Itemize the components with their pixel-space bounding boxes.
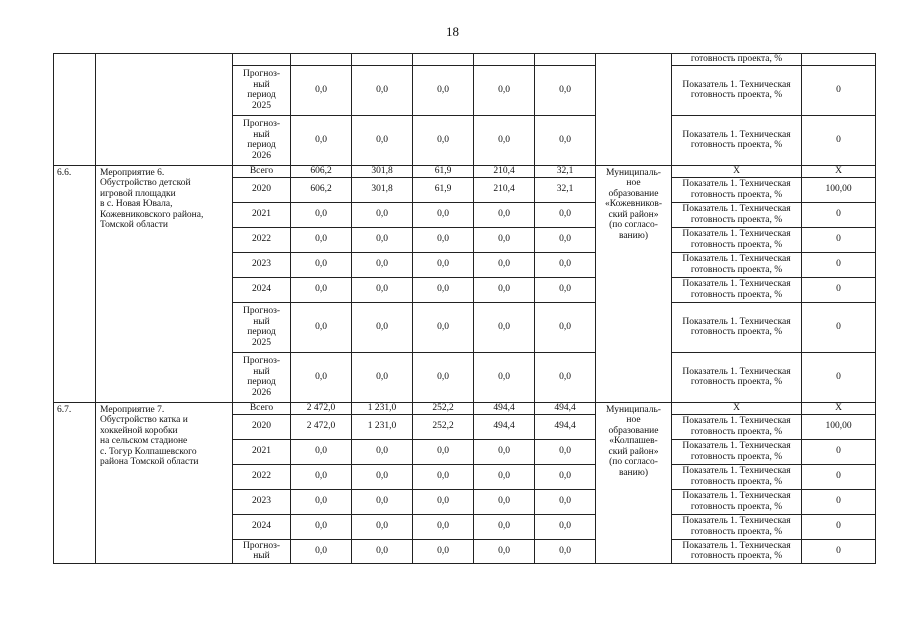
- measure-number: 6.7.: [54, 402, 96, 563]
- value-cell: 0,0: [535, 115, 596, 165]
- period-cell: 2020: [233, 177, 291, 202]
- value-cell: 494,4: [474, 402, 535, 414]
- value-cell: 0,0: [413, 514, 474, 539]
- indicator-cell: Показатель 1. Техническая готовность проекта, %: [672, 277, 802, 302]
- value-cell: 0,0: [474, 252, 535, 277]
- measure-executor: Муниципаль- ное образование «Колпашев- ский район» (по согласо- ванию): [596, 402, 672, 563]
- target-cell: 0: [802, 115, 876, 165]
- value-cell: 0,0: [352, 227, 413, 252]
- value-cell: 210,4: [474, 165, 535, 177]
- period-cell: Всего: [233, 402, 291, 414]
- value-cell: 494,4: [535, 402, 596, 414]
- value-cell: 0,0: [413, 252, 474, 277]
- cont-executor-cell: [596, 54, 672, 166]
- period-cell: 2024: [233, 514, 291, 539]
- value-cell: 0,0: [291, 464, 352, 489]
- target-cell: 0: [802, 464, 876, 489]
- period-cell: Прогноз- ный период 2026: [233, 115, 291, 165]
- value-cell: 0,0: [413, 464, 474, 489]
- indicator-cell: Х: [672, 165, 802, 177]
- measure-number: 6.6.: [54, 165, 96, 402]
- value-cell: 0,0: [474, 277, 535, 302]
- value-cell: 32,1: [535, 177, 596, 202]
- period-cell: 2021: [233, 202, 291, 227]
- value-cell: 0,0: [291, 65, 352, 115]
- value-cell: 0,0: [413, 227, 474, 252]
- period-cell: 2020: [233, 414, 291, 439]
- value-cell: 0,0: [413, 202, 474, 227]
- value-cell: 0,0: [291, 115, 352, 165]
- value-cell: 0,0: [535, 302, 596, 352]
- period-cell: 2022: [233, 464, 291, 489]
- value-cell: 0,0: [352, 352, 413, 402]
- target-cell: 100,00: [802, 177, 876, 202]
- value-cell: 0,0: [291, 439, 352, 464]
- period-cell: 2021: [233, 439, 291, 464]
- value-cell: 0,0: [291, 352, 352, 402]
- value-cell: 0,0: [535, 352, 596, 402]
- target-cell: 0: [802, 277, 876, 302]
- target-cell: 0: [802, 65, 876, 115]
- value-cell: 0,0: [413, 115, 474, 165]
- target-cell: 100,00: [802, 414, 876, 439]
- value-cell: 32,1: [535, 165, 596, 177]
- indicator-cell: Показатель 1. Техническая готовность проекта, %: [672, 65, 802, 115]
- table-row: [54, 54, 876, 66]
- measure-executor: Муниципаль- ное образование «Кожевников- ский район» (по согласо- ванию): [596, 165, 672, 402]
- period-cell: Прогноз- ный: [233, 539, 291, 563]
- value-cell: 252,2: [413, 402, 474, 414]
- value-cell: 0,0: [352, 277, 413, 302]
- value-cell: 1 231,0: [352, 402, 413, 414]
- value-cell: 0,0: [413, 352, 474, 402]
- cont-name-cell: [96, 54, 233, 166]
- value-cell: 0,0: [535, 252, 596, 277]
- indicator-cell: Показатель 1. Техническая готовность проекта, %: [672, 302, 802, 352]
- value-cell: 494,4: [535, 414, 596, 439]
- value-cell: 61,9: [413, 165, 474, 177]
- value-cell: 0,0: [474, 65, 535, 115]
- value-cell: [291, 54, 352, 66]
- value-cell: 0,0: [413, 302, 474, 352]
- value-cell: 0,0: [352, 539, 413, 563]
- value-cell: 0,0: [352, 65, 413, 115]
- indicator-cell: Показатель 1. Техническая готовность проекта, %: [672, 514, 802, 539]
- value-cell: 0,0: [291, 489, 352, 514]
- period-cell: 2024: [233, 277, 291, 302]
- value-cell: 0,0: [352, 489, 413, 514]
- value-cell: 0,0: [413, 65, 474, 115]
- table-row: [54, 165, 876, 177]
- value-cell: 0,0: [413, 277, 474, 302]
- value-cell: 301,8: [352, 177, 413, 202]
- period-cell: Прогноз- ный период 2026: [233, 352, 291, 402]
- value-cell: 2 472,0: [291, 414, 352, 439]
- value-cell: 0,0: [474, 202, 535, 227]
- value-cell: 0,0: [352, 252, 413, 277]
- value-cell: 61,9: [413, 177, 474, 202]
- period-cell: 2022: [233, 227, 291, 252]
- indicator-cell: Показатель 1. Техническая готовность проекта, %: [672, 352, 802, 402]
- period-cell: Всего: [233, 165, 291, 177]
- value-cell: 0,0: [352, 464, 413, 489]
- measure-name: Мероприятие 7. Обустройство катка и хоккейной коробки на сельском стадионе с. Тогур Колпашевского района Томской области: [96, 402, 233, 563]
- value-cell: 0,0: [535, 514, 596, 539]
- value-cell: 606,2: [291, 177, 352, 202]
- value-cell: 494,4: [474, 414, 535, 439]
- period-cell: [233, 54, 291, 66]
- value-cell: 0,0: [474, 352, 535, 402]
- period-cell: Прогноз- ный период 2025: [233, 302, 291, 352]
- measure-name: Мероприятие 6. Обустройство детской игровой площадки в с. Новая Ювала, Кожевниковского района, Томской области: [96, 165, 233, 402]
- value-cell: 0,0: [291, 539, 352, 563]
- value-cell: 0,0: [474, 302, 535, 352]
- value-cell: 0,0: [474, 464, 535, 489]
- value-cell: 0,0: [291, 514, 352, 539]
- value-cell: 0,0: [535, 464, 596, 489]
- indicator-cell: Показатель 1. Техническая готовность проекта, %: [672, 177, 802, 202]
- value-cell: 0,0: [291, 202, 352, 227]
- value-cell: 0,0: [413, 439, 474, 464]
- table-body: [54, 54, 876, 564]
- value-cell: 0,0: [413, 489, 474, 514]
- value-cell: 0,0: [535, 227, 596, 252]
- target-cell: 0: [802, 227, 876, 252]
- indicator-cell: Х: [672, 402, 802, 414]
- budget-table: [53, 53, 876, 564]
- value-cell: 252,2: [413, 414, 474, 439]
- target-cell: 0: [802, 252, 876, 277]
- value-cell: 0,0: [474, 514, 535, 539]
- value-cell: 0,0: [474, 115, 535, 165]
- value-cell: 0,0: [535, 65, 596, 115]
- page-number: 18: [446, 24, 459, 39]
- table-row: [54, 402, 876, 414]
- indicator-cell: Показатель 1. Техническая готовность проекта, %: [672, 227, 802, 252]
- value-cell: 0,0: [474, 439, 535, 464]
- target-cell: 0: [802, 202, 876, 227]
- target-cell: 0: [802, 352, 876, 402]
- indicator-cell: Показатель 1. Техническая готовность проекта, %: [672, 202, 802, 227]
- indicator-cell: Показатель 1. Техническая готовность проекта, %: [672, 464, 802, 489]
- value-cell: 2 472,0: [291, 402, 352, 414]
- value-cell: 606,2: [291, 165, 352, 177]
- period-cell: Прогноз- ный период 2025: [233, 65, 291, 115]
- value-cell: 0,0: [352, 202, 413, 227]
- target-cell: 0: [802, 302, 876, 352]
- target-cell: 0: [802, 514, 876, 539]
- value-cell: 210,4: [474, 177, 535, 202]
- value-cell: [474, 54, 535, 66]
- value-cell: 0,0: [535, 202, 596, 227]
- value-cell: 0,0: [291, 277, 352, 302]
- period-cell: 2023: [233, 489, 291, 514]
- target-cell: Х: [802, 165, 876, 177]
- target-cell: 0: [802, 489, 876, 514]
- value-cell: 0,0: [535, 439, 596, 464]
- value-cell: 0,0: [352, 514, 413, 539]
- indicator-cell: готовность проекта, %: [672, 54, 802, 66]
- value-cell: 301,8: [352, 165, 413, 177]
- value-cell: [352, 54, 413, 66]
- indicator-cell: Показатель 1. Техническая готовность проекта, %: [672, 252, 802, 277]
- period-cell: 2023: [233, 252, 291, 277]
- indicator-cell: Показатель 1. Техническая готовность проекта, %: [672, 414, 802, 439]
- value-cell: [535, 54, 596, 66]
- value-cell: 0,0: [352, 302, 413, 352]
- value-cell: 0,0: [535, 539, 596, 563]
- value-cell: [413, 54, 474, 66]
- indicator-cell: Показатель 1. Техническая готовность проекта, %: [672, 439, 802, 464]
- indicator-cell: Показатель 1. Техническая готовность проекта, %: [672, 489, 802, 514]
- value-cell: 0,0: [474, 227, 535, 252]
- value-cell: 0,0: [352, 439, 413, 464]
- value-cell: 0,0: [535, 277, 596, 302]
- indicator-cell: Показатель 1. Техническая готовность проекта, %: [672, 115, 802, 165]
- value-cell: 0,0: [291, 227, 352, 252]
- target-cell: 0: [802, 439, 876, 464]
- target-cell: Х: [802, 402, 876, 414]
- value-cell: 0,0: [291, 252, 352, 277]
- cont-number-cell: [54, 54, 96, 166]
- indicator-cell: Показатель 1. Техническая готовность проекта, %: [672, 539, 802, 563]
- value-cell: 0,0: [352, 115, 413, 165]
- value-cell: 0,0: [413, 539, 474, 563]
- value-cell: 0,0: [291, 302, 352, 352]
- target-cell: 0: [802, 539, 876, 563]
- value-cell: 0,0: [474, 539, 535, 563]
- value-cell: 0,0: [535, 489, 596, 514]
- value-cell: 1 231,0: [352, 414, 413, 439]
- value-cell: 0,0: [474, 489, 535, 514]
- target-cell: [802, 54, 876, 66]
